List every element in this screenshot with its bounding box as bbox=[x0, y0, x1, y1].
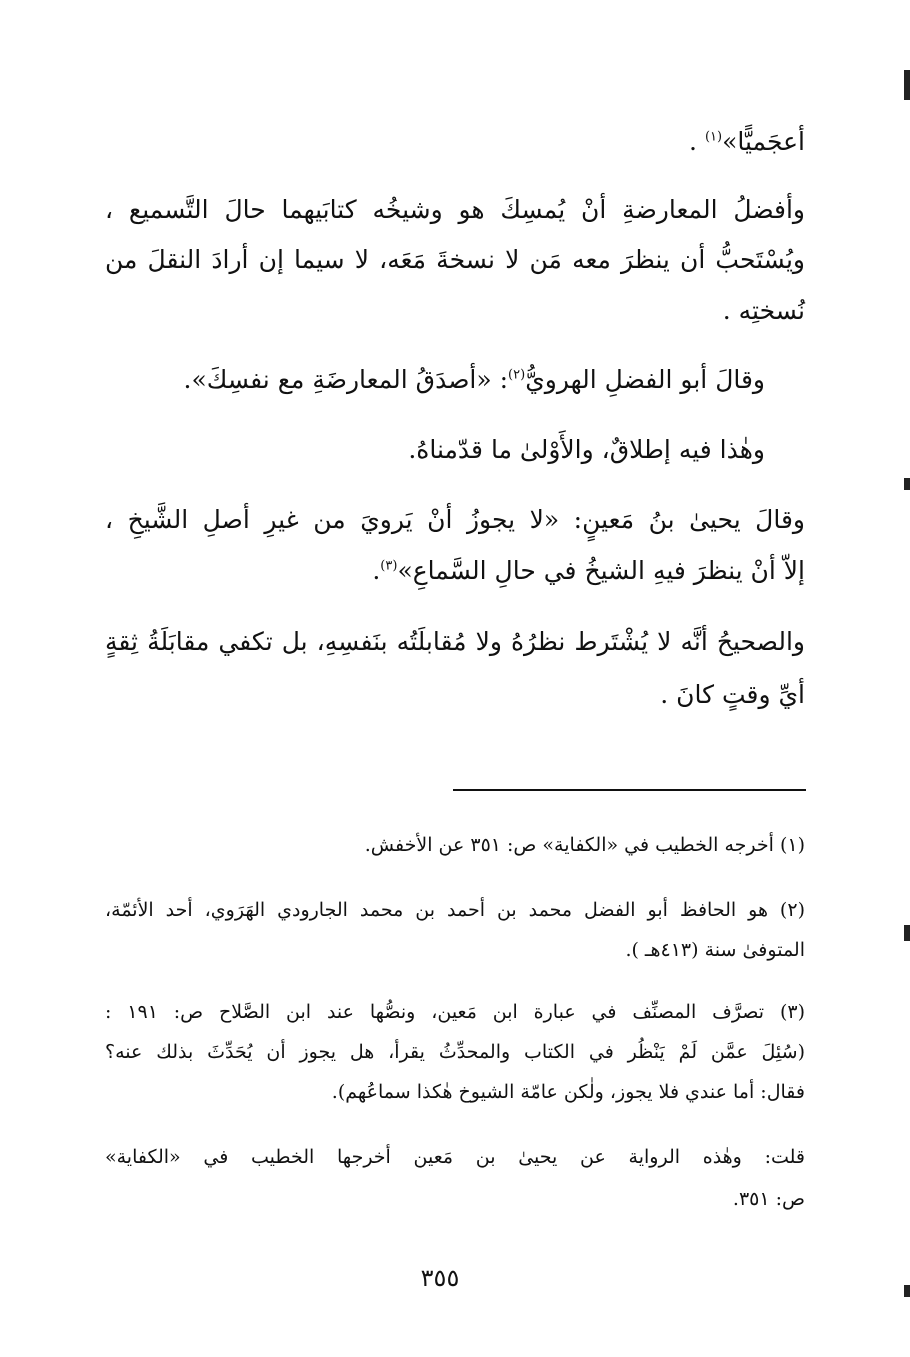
scan-edge-mark bbox=[904, 925, 910, 941]
page-number: ٣٥٥ bbox=[420, 1264, 460, 1292]
body-line-1-end: . bbox=[689, 127, 697, 156]
body-line-1-text: أعجَميًّا» bbox=[722, 127, 805, 156]
scan-edge-mark bbox=[904, 70, 910, 100]
body-line-5-text-b: : «أصدَقُ المعارضَةِ مع نفسِكَ». bbox=[183, 365, 509, 394]
body-line-3: ويُسْتَحبُّ أن ينظرَ معه مَن لا نسخةَ مَعَه، لا سيما إن أرادَ النقلَ من bbox=[105, 245, 805, 274]
body-line-6: وهٰذا فيه إطلاقٌ، والأَوْلىٰ ما قدّمناهُ. bbox=[408, 435, 765, 464]
footnote-1: (١) أخرجه الخطيب في «الكفاية» ص: ٣٥١ عن الأخفش. bbox=[364, 834, 805, 856]
footnote-3-note-line-1: قلت: وهٰذه الرواية عن يحيىٰ بن مَعين أخرجها الخطيب في «الكفاية» bbox=[105, 1146, 805, 1168]
footnote-ref-2: (٢) bbox=[508, 367, 526, 383]
body-line-4: نُسختِه . bbox=[722, 296, 805, 325]
footnote-2-line-2: المتوفىٰ سنة (٤١٣هـ ). bbox=[625, 939, 805, 961]
body-line-8-text: إلاّ أنْ ينظرَ فيهِ الشيخُ في حالِ السَّماعِ» bbox=[397, 556, 805, 585]
footnote-separator bbox=[453, 789, 806, 791]
body-line-8 bbox=[105, 551, 805, 591]
footnote-ref-1: (١) bbox=[704, 129, 723, 145]
body-line-2: وأفضلُ المعارضةِ أنْ يُمسِكَ هو وشيخُه كتابَيهما حالَ التَّسميع ، bbox=[105, 195, 805, 224]
body-line-7: وقالَ يحيىٰ بنُ مَعينٍ: «لا يجوزُ أنْ يَرويَ من غيرِ أصلِ الشَّيخِ ، bbox=[105, 505, 805, 534]
footnote-ref-3: (٣) bbox=[380, 558, 398, 574]
body-line-8-end: . bbox=[372, 556, 381, 585]
footnote-3-line-3: فقال: أما عندي فلا يجوز، ولٰكن عامّة الشيوخ هٰكذا سماعُهم). bbox=[331, 1081, 805, 1103]
footnote-3-line-2: (سُئِلَ عمَّن لَمْ يَنْظُر في الكتاب والمحدِّثُ يقرأ، هل يجوز أن يُحَدِّثَ بذلك عنه؟ bbox=[105, 1041, 805, 1063]
body-line-1 bbox=[105, 122, 805, 162]
body-line-9: والصحيحُ أنَّه لا يُشْتَرط نظرُهُ ولا مُقابلَتُه بنَفسِهِ، بل تكفي مقابَلَةُ ثِقةٍ bbox=[105, 627, 805, 656]
body-line-10: أيِّ وقتٍ كانَ . bbox=[660, 680, 805, 709]
footnote-3-line-1: (٣) تصرَّف المصنِّف في عبارة ابن مَعين، ونصُّها عند ابن الصَّلاح ص: ١٩١ : bbox=[105, 1001, 805, 1023]
body-line-5 bbox=[105, 360, 765, 400]
body-line-5-text-a: وقالَ أبو الفضلِ الهرويُّ bbox=[525, 365, 765, 394]
footnote-3-note-line-2: ص: ٣٥١. bbox=[732, 1188, 805, 1210]
footnote-2-line-1: (٢) هو الحافظ أبو الفضل محمد بن أحمد بن محمد الجارودي الهَرَوي، أحد الأئمّة، bbox=[105, 899, 805, 921]
scan-edge-mark bbox=[904, 1285, 910, 1297]
scan-edge-mark bbox=[904, 478, 910, 490]
